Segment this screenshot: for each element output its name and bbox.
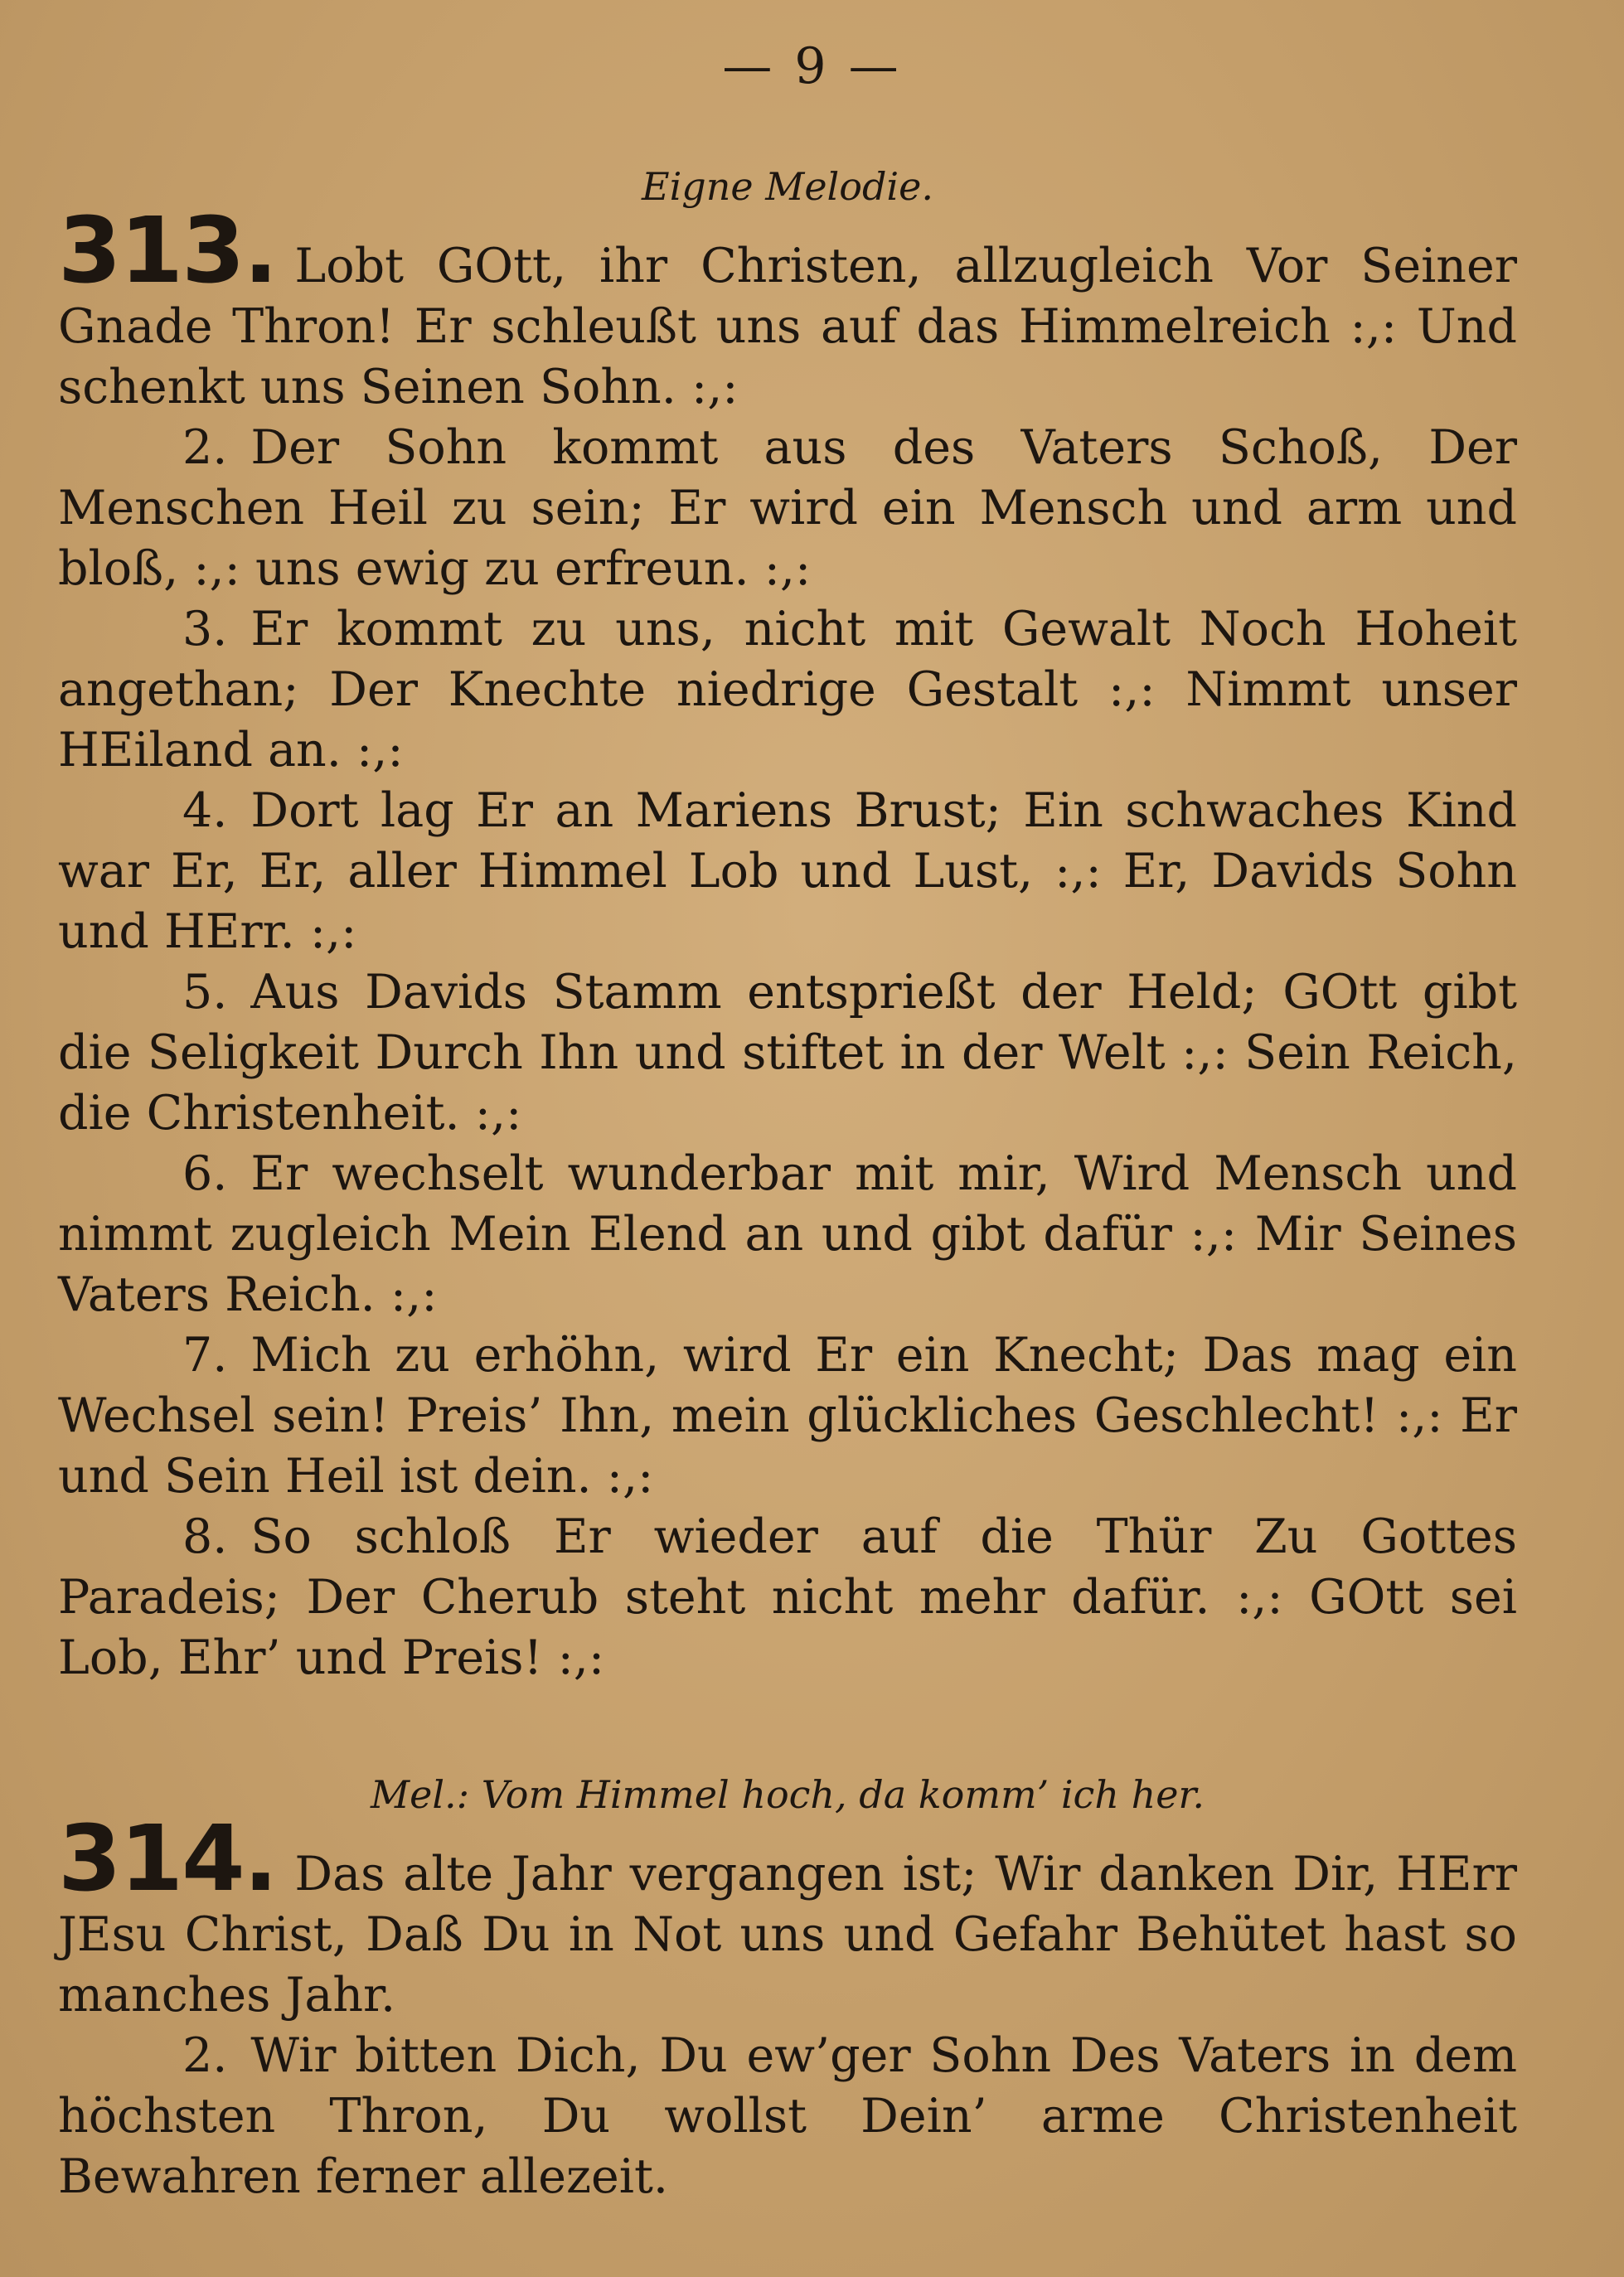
- verse-text: Er wechselt wunderbar mit mir, Wird Mensch und nimmt zugleich Mein Elend an und gibt dafür :,: Mir Seines Vaters Reich. :,:: [58, 1146, 1517, 1322]
- melody-line: Eigne Melodie.: [642, 164, 933, 209]
- verse-number: 2.: [182, 2028, 228, 2083]
- verse-number: 2.: [182, 420, 228, 475]
- hymn-313: [58, 157, 1517, 1688]
- verse-number: 4.: [182, 783, 228, 838]
- verse-text: Lobt GOtt, ihr Christen, allzugleich Vor Seiner Gnade Thron! Er schleußt uns auf das Himmelreich :,: Und schenkt uns Seinen Sohn. :,:: [58, 239, 1517, 414]
- verse-7: [58, 1325, 1517, 1507]
- verse-number: 5.: [182, 965, 228, 1020]
- verse-text: Aus Davids Stamm entsprießt der Held; GOtt gibt die Seligkeit Durch Ihn und stiftet in der Welt :,: Sein Reich, die Christenheit. :,:: [58, 965, 1517, 1141]
- verse-text: Er kommt zu uns, nicht mit Gewalt Noch Hoheit angethan; Der Knechte niedrige Gestalt :,: Nimmt unser HEiland an. :,:: [58, 602, 1517, 778]
- verse-text: Mich zu erhöhn, wird Er ein Knecht; Das mag ein Wechsel sein! Preis’ Ihn, mein glückliches Geschlecht! :,: Er und Sein Heil ist dein. :,:: [58, 1328, 1517, 1504]
- hymn-number: 313.: [58, 197, 277, 303]
- verse-2: [58, 2026, 1517, 2207]
- verse-number: 8.: [182, 1509, 228, 1564]
- hymn-314: [58, 1766, 1517, 2207]
- verse-text: Das alte Jahr vergangen ist; Wir danken Dir, HErr JEsu Christ, Daß Du in Not uns und Gefahr Behütet hast so manches Jahr.: [58, 1847, 1517, 2023]
- verse-number: 6.: [182, 1146, 228, 1201]
- verse-4: [58, 781, 1517, 962]
- verse-number: 3.: [182, 602, 228, 656]
- verse-text: Dort lag Er an Mariens Brust; Ein schwaches Kind war Er, Er, aller Himmel Lob und Lust, :,: Er, Davids Sohn und HErr. :,:: [58, 783, 1517, 959]
- verse-8: [58, 1507, 1517, 1688]
- verse-number: 7.: [182, 1328, 228, 1383]
- melody-line: Mel.: Vom Himmel hoch, da komm’ ich her.: [371, 1772, 1205, 1817]
- verse-5: [58, 962, 1517, 1144]
- hymn-number: 314.: [58, 1805, 277, 1911]
- verse-1: [58, 197, 1517, 418]
- verse-text: So schloß Er wieder auf die Thür Zu Gottes Paradeis; Der Cherub steht nicht mehr dafür. :,: GOtt sei Lob, Ehr’ und Preis! :,:: [58, 1509, 1517, 1685]
- verse-6: [58, 1144, 1517, 1325]
- page-number: — 9 —: [722, 37, 902, 95]
- verse-1: [58, 1805, 1517, 2026]
- verse-text: Wir bitten Dich, Du ew’ger Sohn Des Vaters in dem höchsten Thron, Du wollst Dein’ arme Christenheit Bewahren ferner allezeit.: [58, 2028, 1517, 2204]
- verse-2: [58, 418, 1517, 599]
- verse-3: [58, 599, 1517, 781]
- verse-text: Der Sohn kommt aus des Vaters Schoß, Der Menschen Heil zu sein; Er wird ein Mensch und arm und bloß, :,: uns ewig zu erfreun. :,:: [58, 420, 1517, 596]
